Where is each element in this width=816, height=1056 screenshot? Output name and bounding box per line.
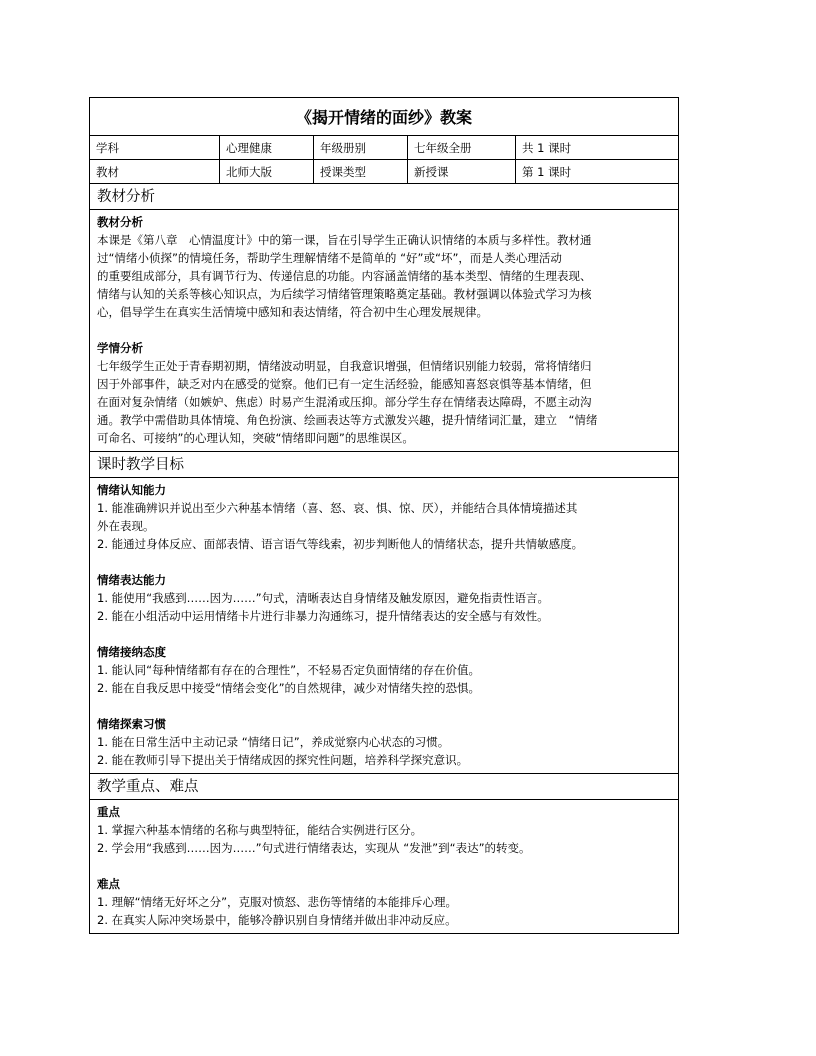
- lesson-plan-table: [89, 97, 679, 934]
- info-cell: 北师大版: [220, 160, 314, 183]
- list-item: 1. 能准确辨识并说出至少六种基本情绪（喜、怒、哀、惧、惊、厌），并能结合具体情境描述其: [97, 501, 578, 515]
- block-title: 情绪表达能力: [97, 573, 166, 587]
- document-title: 《揭开情绪的面纱》教案: [90, 98, 678, 136]
- list-item: 1. 能认同“每种情绪都有存在的合理性”，不轻易否定负面情绪的存在价值。: [97, 663, 481, 677]
- block-title: 学情分析: [97, 341, 143, 355]
- section-body-material-analysis: [90, 210, 678, 452]
- info-cell: 心理健康: [220, 136, 314, 159]
- paragraph-line: 心，倡导学生在真实生活情境中感知和表达情绪，符合初中生心理发展规律。: [97, 305, 488, 319]
- info-cell: 七年级全册: [408, 136, 516, 159]
- paragraph-line: 的重要组成部分，具有调节行为、传递信息的功能。内容涵盖情绪的基本类型、情绪的生理表现、: [97, 269, 592, 283]
- section-heading-key-points: 教学重点、难点: [90, 774, 678, 800]
- info-cell: 新授课: [408, 160, 516, 183]
- list-item: 外在表现。: [97, 519, 155, 533]
- paragraph-line: 七年级学生正处于青春期初期，情绪波动明显，自我意识增强，但情绪识别能力较弱，常将情绪归: [97, 359, 592, 373]
- block-title: 情绪认知能力: [97, 483, 166, 497]
- section-heading-objectives: 课时教学目标: [90, 452, 678, 478]
- paragraph-line: 在面对复杂情绪（如嫉妒、焦虑）时易产生混淆或压抑。部分学生存在情绪表达障碍，不愿主动沟: [97, 395, 592, 409]
- paragraph-line: 本课是《第八章 心情温度计》中的第一课，旨在引导学生正确认识情绪的本质与多样性。教材通: [97, 233, 592, 247]
- list-item: 2. 能在自我反思中接受“情绪会变化”的自然规律，减少对情绪失控的恐惧。: [97, 681, 481, 695]
- info-cell: 共 1 课时: [522, 140, 572, 155]
- list-item: 2. 能在教师引导下提出关于情绪成因的探究性问题，培养科学探究意识。: [97, 753, 469, 767]
- list-item: 1. 能在日常生活中主动记录 “情绪日记”，养成觉察内心状态的习惯。: [97, 735, 450, 749]
- list-item: 2. 在真实人际冲突场景中，能够冷静识别自身情绪并做出非冲动反应。: [97, 913, 457, 927]
- paragraph-line: 通。教学中需借助具体情境、角色扮演、绘画表达等方式激发兴趣，提升情绪词汇量，建立 “情绪: [97, 413, 598, 427]
- section-heading-material-analysis: 教材分析: [90, 184, 678, 210]
- info-cell: 学科: [90, 136, 220, 159]
- info-cell: 授课类型: [314, 160, 408, 183]
- block-title: 情绪探索习惯: [97, 717, 166, 731]
- info-cell: 教材: [90, 160, 220, 183]
- info-row-textbook: [90, 160, 678, 184]
- info-cell: 第 1 课时: [522, 164, 572, 179]
- paragraph-line: 情绪与认知的关系等核心知识点，为后续学习情绪管理策略奠定基础。教材强调以体验式学习为核: [97, 287, 592, 301]
- list-item: 1. 能使用“我感到……因为……”句式，清晰表达自身情绪及触发原因，避免指责性语言。: [97, 591, 550, 605]
- list-item: 2. 学会用“我感到……因为……”句式进行情绪表达，实现从 “发泄”到“表达”的转变。: [97, 841, 531, 855]
- list-item: 1. 理解“情绪无好坏之分”，克服对愤怒、悲伤等情绪的本能排斥心理。: [97, 895, 458, 909]
- paragraph-line: 因于外部事件，缺乏对内在感受的觉察。他们已有一定生活经验，能感知喜怒哀惧等基本情绪，但: [97, 377, 592, 391]
- paragraph-line: 过“情绪小侦探”的情境任务，帮助学生理解情绪不是简单的 “好”或“坏”，而是人类心理活动: [97, 251, 562, 265]
- block-title: 重点: [97, 805, 120, 819]
- block-title: 难点: [97, 877, 120, 891]
- block-title: 情绪接纳态度: [97, 645, 166, 659]
- info-cell: 年级册别: [314, 136, 408, 159]
- info-row-subject: [90, 136, 678, 160]
- list-item: 1. 掌握六种基本情绪的名称与典型特征，能结合实例进行区分。: [97, 823, 423, 837]
- block-title: 教材分析: [97, 215, 143, 229]
- section-body-objectives: [90, 478, 678, 774]
- list-item: 2. 能通过身体反应、面部表情、语言语气等线索，初步判断他人的情绪状态，提升共情敏感度。: [97, 537, 584, 551]
- section-body-key-points: [90, 800, 678, 933]
- list-item: 2. 能在小组活动中运用情绪卡片进行非暴力沟通练习，提升情绪表达的安全感与有效性。: [97, 609, 549, 623]
- paragraph-line: 可命名、可接纳”的心理认知，突破“情绪即问题”的思维误区。: [97, 431, 414, 445]
